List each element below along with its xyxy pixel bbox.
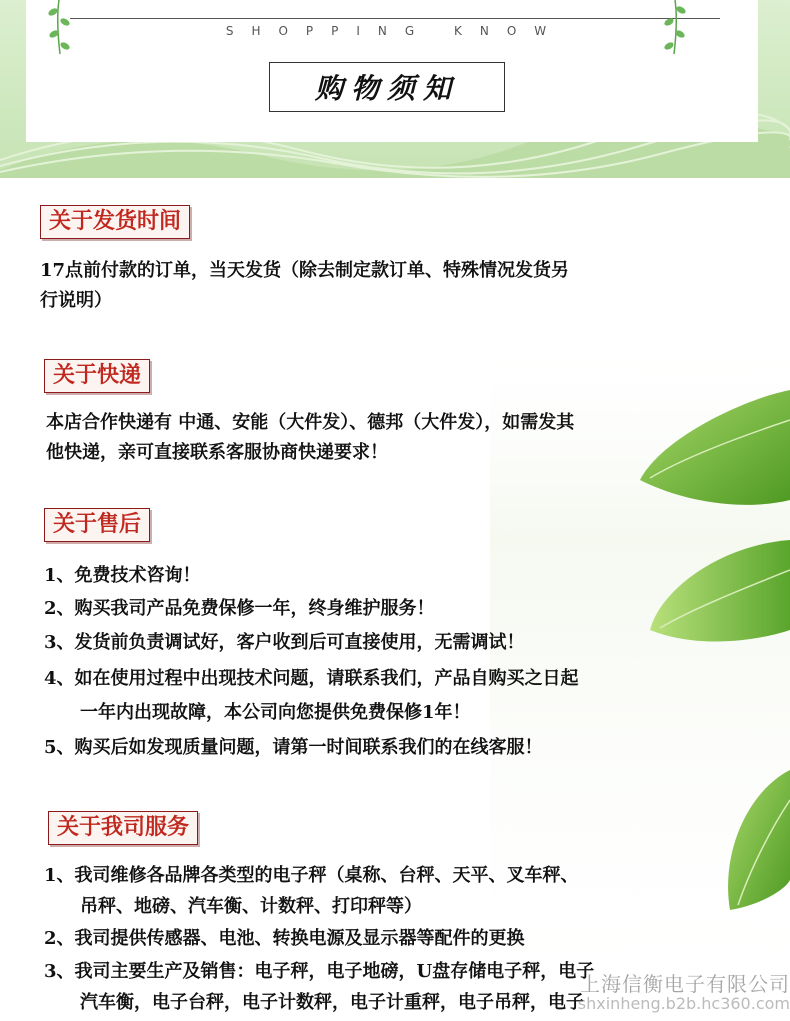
services-item-3: 3、我司主要生产及销售：电子秤，电子地磅，U盘存储电子秤，电子 bbox=[44, 961, 595, 982]
section-title-aftersale: 关于售后 bbox=[44, 508, 150, 542]
services-item-3-cont: 汽车衡，电子台秤，电子计数秤，电子计重秤，电子吊秤，电子 bbox=[80, 992, 584, 1013]
shipping-line-2: 行说明） bbox=[40, 290, 112, 311]
watermark-url: shxinheng.b2b.hc360.com bbox=[577, 994, 790, 1013]
services-item-2: 2、我司提供传感器、电池、转换电源及显示器等配件的更换 bbox=[44, 928, 525, 949]
aftersale-item-1: 1、免费技术咨询！ bbox=[44, 565, 201, 586]
watermark-company: 上海信衡电子有限公司 bbox=[580, 972, 790, 996]
section-title-shipping: 关于发货时间 bbox=[40, 205, 190, 239]
aftersale-item-2: 2、购买我司产品免费保修一年，终身维护服务！ bbox=[44, 598, 435, 619]
aftersale-item-5: 5、购买后如发现质量问题，请第一时间联系我们的在线客服！ bbox=[44, 737, 543, 758]
header-banner bbox=[0, 0, 790, 178]
services-item-1-cont: 吊秤、地磅、汽车衡、计数秤、打印秤等） bbox=[80, 896, 422, 917]
header-subtitle: SHOPPING KNOW bbox=[225, 24, 565, 38]
courier-line-1: 本店合作快递有 中通、安能（大件发）、德邦（大件发），如需发其 bbox=[46, 412, 575, 433]
aftersale-item-3: 3、发货前负责调试好，客户收到后可直接使用，无需调试！ bbox=[44, 632, 525, 653]
page-title: 购物须知 bbox=[314, 72, 459, 105]
services-item-1: 1、我司维修各品牌各类型的电子秤（桌称、台秤、天平、叉车秤、 bbox=[44, 865, 579, 886]
shipping-line-1: 17点前付款的订单，当天发货（除去制定款订单、特殊情况发货另 bbox=[40, 260, 570, 281]
section-title-courier: 关于快递 bbox=[44, 359, 150, 393]
header-title-box bbox=[269, 62, 505, 112]
aftersale-item-4: 4、如在使用过程中出现技术问题，请联系我们，产品自购买之日起 bbox=[44, 668, 579, 689]
aftersale-item-4-cont: 一年内出现故障，本公司向您提供免费保修1年！ bbox=[80, 702, 471, 723]
section-title-services: 关于我司服务 bbox=[48, 811, 198, 845]
header-divider bbox=[70, 18, 720, 19]
courier-line-2: 他快递，亲可直接联系客服协商快递要求！ bbox=[46, 442, 388, 463]
